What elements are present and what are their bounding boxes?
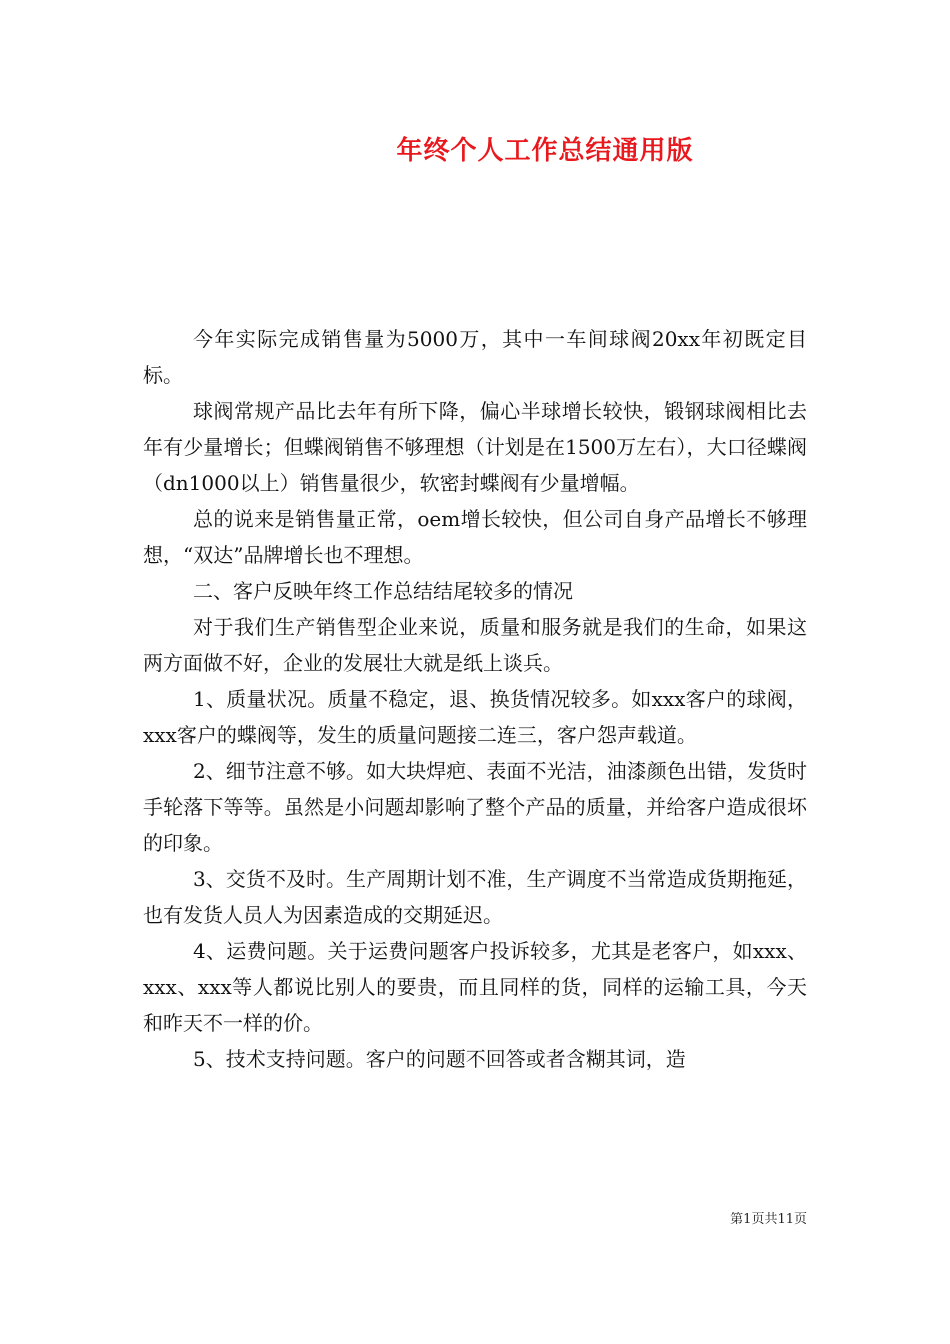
paragraph-item-5-tech-support: 5、技术支持问题。客户的问题不回答或者含糊其词，造 (193, 1047, 686, 1071)
paragraph-item-1-quality: 1、质量状况。质量不稳定，退、换货情况较多。如xxx客户的球阀，xxx客户的蝶阀等，发生的质量问题接二连三，客户怨声载道。 (143, 687, 807, 747)
section-heading-customer-feedback: 二、客户反映年终工作总结结尾较多的情况 (193, 579, 573, 603)
paragraph-item-4-freight: 4、运费问题。关于运费问题客户投诉较多，尤其是老客户，如xxx、xxx、xxx等人都说比别人的要贵，而且同样的货，同样的运输工具，今天和昨天不一样的价。 (143, 939, 807, 1035)
paragraph-item-2-details: 2、细节注意不够。如大块焊疤、表面不光洁，油漆颜色出错，发货时手轮落下等等。虽然是小问题却影响了整个产品的质量，并给客户造成很坏的印象。 (143, 759, 807, 855)
paragraph-quality-service: 对于我们生产销售型企业来说，质量和服务就是我们的生命，如果这两方面做不好，企业的发展壮大就是纸上谈兵。 (143, 615, 807, 675)
page-number-footer: 第1页共11页 (730, 1212, 807, 1227)
paragraph-sales-volume: 今年实际完成销售量为5000万，其中一车间球阀20xx年初既定目标。 (143, 327, 807, 387)
document-body (143, 321, 807, 1077)
paragraph-summary: 总的说来是销售量正常，oem增长较快，但公司自身产品增长不够理想，“双达”品牌增长也不理想。 (143, 507, 807, 567)
paragraph-item-3-delivery: 3、交货不及时。生产周期计划不准，生产调度不当常造成货期拖延，也有发货人员人为因素造成的交期延迟。 (143, 867, 807, 927)
paragraph-ball-valve: 球阀常规产品比去年有所下降，偏心半球增长较快，锻钢球阀相比去年有少量增长；但蝶阀销售不够理想（计划是在1500万左右），大口径蝶阀（dn1000以上）销售量很少，软密封蝶阀有少量增幅。 (143, 399, 807, 495)
document-title: 年终个人工作总结通用版 (396, 136, 694, 166)
